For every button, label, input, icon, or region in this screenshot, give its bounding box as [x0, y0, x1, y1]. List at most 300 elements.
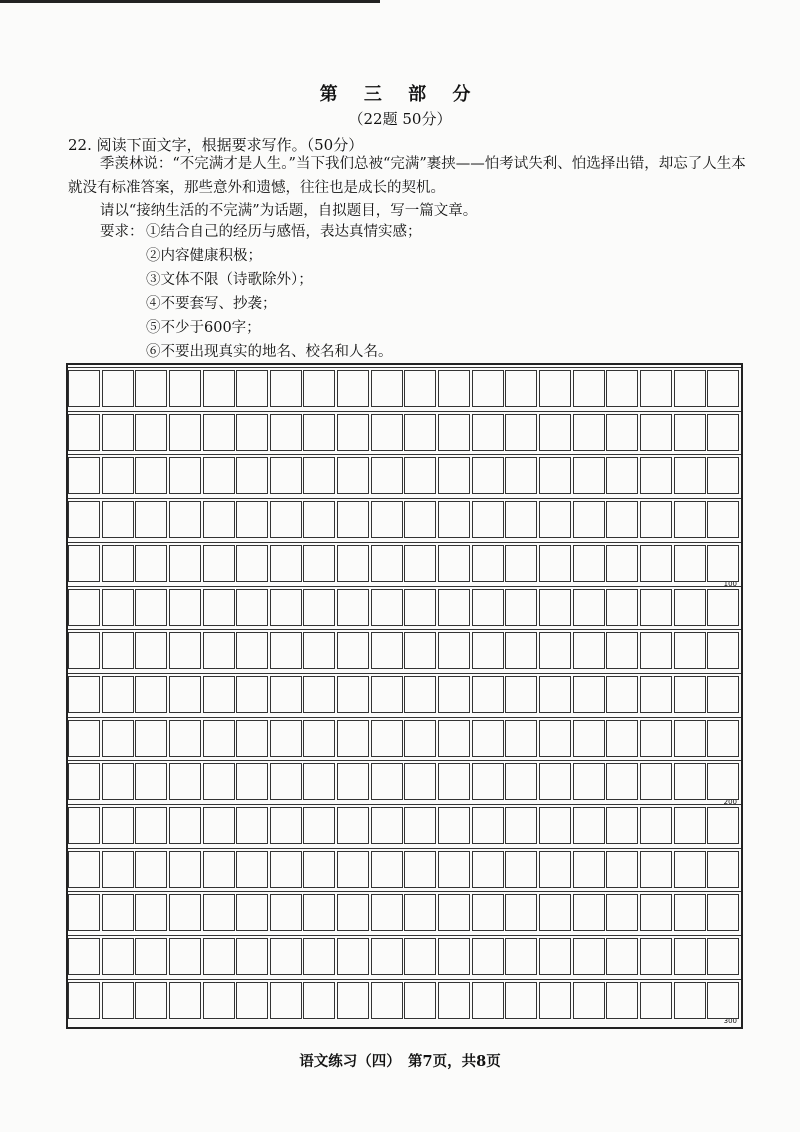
grid-cell[interactable]: [203, 982, 235, 1019]
grid-cell[interactable]: [640, 807, 672, 844]
grid-cell[interactable]: [337, 720, 369, 757]
grid-cell[interactable]: [135, 457, 167, 494]
grid-cell[interactable]: [539, 982, 571, 1019]
grid-cell[interactable]: [539, 938, 571, 975]
grid-cell[interactable]: [135, 501, 167, 538]
grid-cell[interactable]: [438, 807, 470, 844]
grid-cell[interactable]: [438, 632, 470, 669]
grid-cell[interactable]: [707, 501, 739, 538]
grid-cell[interactable]: [606, 720, 638, 757]
grid-cell[interactable]: [102, 457, 134, 494]
grid-cell[interactable]: [539, 632, 571, 669]
grid-cell[interactable]: [169, 763, 201, 800]
grid-cell[interactable]: [135, 676, 167, 713]
grid-cell[interactable]: [169, 457, 201, 494]
grid-cell[interactable]: [573, 501, 605, 538]
grid-cell[interactable]: [707, 982, 739, 1019]
grid-cell[interactable]: [472, 676, 504, 713]
grid-cell[interactable]: [404, 763, 436, 800]
grid-cell[interactable]: [68, 894, 100, 931]
grid-cell[interactable]: [102, 807, 134, 844]
grid-cell[interactable]: [169, 938, 201, 975]
grid-cell[interactable]: [640, 457, 672, 494]
grid-cell[interactable]: [337, 457, 369, 494]
grid-cell[interactable]: [203, 414, 235, 451]
grid-cell[interactable]: [270, 370, 302, 407]
grid-cell[interactable]: [539, 763, 571, 800]
grid-cell[interactable]: [203, 763, 235, 800]
grid-cell[interactable]: [640, 545, 672, 582]
grid-cell[interactable]: [203, 501, 235, 538]
grid-cell[interactable]: [203, 676, 235, 713]
grid-cell[interactable]: [404, 501, 436, 538]
grid-cell[interactable]: [674, 414, 706, 451]
grid-cell[interactable]: [404, 676, 436, 713]
grid-cell[interactable]: [68, 370, 100, 407]
grid-cell[interactable]: [270, 938, 302, 975]
grid-cell[interactable]: [438, 851, 470, 888]
grid-cell[interactable]: [606, 545, 638, 582]
grid-cell[interactable]: [674, 589, 706, 626]
grid-cell[interactable]: [236, 501, 268, 538]
grid-cell[interactable]: [337, 894, 369, 931]
grid-cell[interactable]: [236, 589, 268, 626]
grid-cell[interactable]: [505, 501, 537, 538]
grid-cell[interactable]: [270, 720, 302, 757]
grid-cell[interactable]: [169, 807, 201, 844]
grid-cell[interactable]: [404, 414, 436, 451]
grid-cell[interactable]: [505, 676, 537, 713]
grid-cell[interactable]: [270, 501, 302, 538]
grid-cell[interactable]: [68, 632, 100, 669]
grid-cell[interactable]: [135, 851, 167, 888]
grid-cell[interactable]: [68, 676, 100, 713]
grid-cell[interactable]: [640, 763, 672, 800]
grid-cell[interactable]: [404, 545, 436, 582]
grid-cell[interactable]: [707, 894, 739, 931]
grid-cell[interactable]: [371, 938, 403, 975]
grid-cell[interactable]: [203, 589, 235, 626]
grid-cell[interactable]: [68, 982, 100, 1019]
grid-cell[interactable]: [371, 982, 403, 1019]
grid-cell[interactable]: [169, 414, 201, 451]
grid-cell[interactable]: [303, 676, 335, 713]
grid-cell[interactable]: [472, 589, 504, 626]
grid-cell[interactable]: [674, 632, 706, 669]
grid-cell[interactable]: [270, 676, 302, 713]
grid-cell[interactable]: [505, 894, 537, 931]
grid-cell[interactable]: [68, 763, 100, 800]
grid-cell[interactable]: [236, 370, 268, 407]
grid-cell[interactable]: [640, 676, 672, 713]
grid-cell[interactable]: [270, 457, 302, 494]
grid-cell[interactable]: [640, 938, 672, 975]
grid-cell[interactable]: [236, 894, 268, 931]
grid-cell[interactable]: [371, 720, 403, 757]
grid-cell[interactable]: [169, 982, 201, 1019]
grid-cell[interactable]: [270, 982, 302, 1019]
grid-cell[interactable]: [438, 545, 470, 582]
grid-cell[interactable]: [203, 894, 235, 931]
grid-cell[interactable]: [337, 763, 369, 800]
grid-cell[interactable]: [707, 851, 739, 888]
grid-cell[interactable]: [102, 676, 134, 713]
grid-cell[interactable]: [102, 720, 134, 757]
grid-cell[interactable]: [404, 457, 436, 494]
grid-cell[interactable]: [707, 676, 739, 713]
grid-cell[interactable]: [640, 589, 672, 626]
grid-cell[interactable]: [236, 414, 268, 451]
grid-cell[interactable]: [203, 545, 235, 582]
grid-cell[interactable]: [303, 457, 335, 494]
grid-cell[interactable]: [573, 632, 605, 669]
grid-cell[interactable]: [371, 632, 403, 669]
grid-cell[interactable]: [203, 720, 235, 757]
grid-cell[interactable]: [270, 414, 302, 451]
grid-cell[interactable]: [102, 938, 134, 975]
grid-cell[interactable]: [472, 545, 504, 582]
grid-cell[interactable]: [674, 457, 706, 494]
grid-cell[interactable]: [539, 676, 571, 713]
grid-cell[interactable]: [371, 545, 403, 582]
grid-cell[interactable]: [606, 938, 638, 975]
grid-cell[interactable]: [640, 720, 672, 757]
grid-cell[interactable]: [236, 851, 268, 888]
grid-cell[interactable]: [303, 720, 335, 757]
grid-cell[interactable]: [640, 982, 672, 1019]
grid-cell[interactable]: [404, 851, 436, 888]
grid-cell[interactable]: [337, 676, 369, 713]
grid-cell[interactable]: [371, 807, 403, 844]
grid-cell[interactable]: [102, 982, 134, 1019]
grid-cell[interactable]: [438, 370, 470, 407]
grid-cell[interactable]: [68, 938, 100, 975]
grid-cell[interactable]: [606, 807, 638, 844]
grid-cell[interactable]: [135, 807, 167, 844]
grid-cell[interactable]: [438, 676, 470, 713]
grid-cell[interactable]: [169, 894, 201, 931]
grid-cell[interactable]: [573, 414, 605, 451]
grid-cell[interactable]: [438, 414, 470, 451]
grid-cell[interactable]: [236, 807, 268, 844]
grid-cell[interactable]: [404, 589, 436, 626]
grid-cell[interactable]: [505, 938, 537, 975]
grid-cell[interactable]: [68, 720, 100, 757]
grid-cell[interactable]: [102, 545, 134, 582]
grid-cell[interactable]: [236, 676, 268, 713]
grid-cell[interactable]: [303, 589, 335, 626]
grid-cell[interactable]: [539, 807, 571, 844]
grid-cell[interactable]: [472, 894, 504, 931]
grid-cell[interactable]: [337, 807, 369, 844]
grid-cell[interactable]: [606, 676, 638, 713]
grid-cell[interactable]: [203, 807, 235, 844]
grid-cell[interactable]: [573, 545, 605, 582]
grid-cell[interactable]: [606, 501, 638, 538]
grid-cell[interactable]: [102, 894, 134, 931]
grid-cell[interactable]: [303, 938, 335, 975]
grid-cell[interactable]: [674, 501, 706, 538]
grid-cell[interactable]: [472, 982, 504, 1019]
grid-cell[interactable]: [303, 632, 335, 669]
grid-cell[interactable]: [606, 894, 638, 931]
grid-cell[interactable]: [438, 501, 470, 538]
grid-cell[interactable]: [674, 545, 706, 582]
grid-cell[interactable]: [472, 851, 504, 888]
grid-cell[interactable]: [236, 763, 268, 800]
grid-cell[interactable]: [236, 632, 268, 669]
grid-cell[interactable]: [102, 851, 134, 888]
grid-cell[interactable]: [102, 763, 134, 800]
grid-cell[interactable]: [270, 589, 302, 626]
grid-cell[interactable]: [404, 982, 436, 1019]
grid-cell[interactable]: [573, 763, 605, 800]
grid-cell[interactable]: [371, 851, 403, 888]
grid-cell[interactable]: [169, 851, 201, 888]
grid-cell[interactable]: [135, 982, 167, 1019]
grid-cell[interactable]: [169, 501, 201, 538]
grid-cell[interactable]: [505, 545, 537, 582]
grid-cell[interactable]: [68, 807, 100, 844]
grid-cell[interactable]: [438, 589, 470, 626]
grid-cell[interactable]: [68, 545, 100, 582]
grid-cell[interactable]: [135, 894, 167, 931]
grid-cell[interactable]: [472, 370, 504, 407]
grid-cell[interactable]: [438, 763, 470, 800]
grid-cell[interactable]: [573, 720, 605, 757]
grid-cell[interactable]: [303, 370, 335, 407]
grid-cell[interactable]: [303, 414, 335, 451]
grid-cell[interactable]: [371, 763, 403, 800]
grid-cell[interactable]: [404, 894, 436, 931]
grid-cell[interactable]: [707, 545, 739, 582]
grid-cell[interactable]: [404, 370, 436, 407]
grid-cell[interactable]: [573, 982, 605, 1019]
grid-cell[interactable]: [135, 938, 167, 975]
grid-cell[interactable]: [135, 370, 167, 407]
grid-cell[interactable]: [640, 894, 672, 931]
grid-cell[interactable]: [438, 457, 470, 494]
grid-cell[interactable]: [573, 894, 605, 931]
grid-cell[interactable]: [337, 501, 369, 538]
grid-cell[interactable]: [135, 720, 167, 757]
grid-cell[interactable]: [505, 807, 537, 844]
grid-cell[interactable]: [707, 414, 739, 451]
grid-cell[interactable]: [640, 370, 672, 407]
grid-cell[interactable]: [337, 982, 369, 1019]
grid-cell[interactable]: [303, 851, 335, 888]
grid-cell[interactable]: [573, 938, 605, 975]
grid-cell[interactable]: [438, 938, 470, 975]
grid-cell[interactable]: [539, 457, 571, 494]
grid-cell[interactable]: [135, 763, 167, 800]
grid-cell[interactable]: [674, 851, 706, 888]
grid-cell[interactable]: [539, 370, 571, 407]
grid-cell[interactable]: [371, 414, 403, 451]
grid-cell[interactable]: [573, 851, 605, 888]
grid-cell[interactable]: [707, 938, 739, 975]
grid-cell[interactable]: [539, 545, 571, 582]
grid-cell[interactable]: [472, 720, 504, 757]
grid-cell[interactable]: [68, 501, 100, 538]
grid-cell[interactable]: [337, 589, 369, 626]
grid-cell[interactable]: [303, 894, 335, 931]
grid-cell[interactable]: [505, 457, 537, 494]
grid-cell[interactable]: [505, 851, 537, 888]
grid-cell[interactable]: [270, 851, 302, 888]
grid-cell[interactable]: [505, 720, 537, 757]
grid-cell[interactable]: [270, 763, 302, 800]
grid-cell[interactable]: [472, 763, 504, 800]
grid-cell[interactable]: [707, 370, 739, 407]
grid-cell[interactable]: [371, 589, 403, 626]
grid-cell[interactable]: [505, 589, 537, 626]
grid-cell[interactable]: [640, 851, 672, 888]
grid-cell[interactable]: [337, 370, 369, 407]
grid-cell[interactable]: [472, 807, 504, 844]
grid-cell[interactable]: [505, 763, 537, 800]
grid-cell[interactable]: [606, 763, 638, 800]
grid-cell[interactable]: [573, 370, 605, 407]
grid-cell[interactable]: [236, 457, 268, 494]
grid-cell[interactable]: [169, 370, 201, 407]
grid-cell[interactable]: [371, 457, 403, 494]
grid-cell[interactable]: [270, 632, 302, 669]
grid-cell[interactable]: [337, 414, 369, 451]
grid-cell[interactable]: [438, 982, 470, 1019]
grid-cell[interactable]: [169, 720, 201, 757]
grid-cell[interactable]: [203, 370, 235, 407]
grid-cell[interactable]: [539, 720, 571, 757]
grid-cell[interactable]: [707, 763, 739, 800]
grid-cell[interactable]: [236, 982, 268, 1019]
grid-cell[interactable]: [472, 501, 504, 538]
grid-cell[interactable]: [337, 632, 369, 669]
grid-cell[interactable]: [640, 632, 672, 669]
grid-cell[interactable]: [236, 545, 268, 582]
grid-cell[interactable]: [505, 414, 537, 451]
grid-cell[interactable]: [102, 370, 134, 407]
grid-cell[interactable]: [68, 457, 100, 494]
grid-cell[interactable]: [539, 589, 571, 626]
grid-cell[interactable]: [539, 894, 571, 931]
grid-cell[interactable]: [303, 545, 335, 582]
grid-cell[interactable]: [303, 763, 335, 800]
grid-cell[interactable]: [707, 589, 739, 626]
grid-cell[interactable]: [68, 851, 100, 888]
grid-cell[interactable]: [573, 676, 605, 713]
grid-cell[interactable]: [270, 807, 302, 844]
grid-cell[interactable]: [135, 632, 167, 669]
grid-cell[interactable]: [102, 414, 134, 451]
grid-cell[interactable]: [169, 545, 201, 582]
grid-cell[interactable]: [606, 851, 638, 888]
grid-cell[interactable]: [270, 894, 302, 931]
grid-cell[interactable]: [169, 632, 201, 669]
grid-cell[interactable]: [707, 807, 739, 844]
grid-cell[interactable]: [674, 982, 706, 1019]
grid-cell[interactable]: [371, 676, 403, 713]
grid-cell[interactable]: [236, 938, 268, 975]
grid-cell[interactable]: [404, 938, 436, 975]
grid-cell[interactable]: [135, 545, 167, 582]
grid-cell[interactable]: [337, 938, 369, 975]
grid-cell[interactable]: [606, 457, 638, 494]
grid-cell[interactable]: [707, 720, 739, 757]
grid-cell[interactable]: [270, 545, 302, 582]
grid-cell[interactable]: [68, 414, 100, 451]
grid-cell[interactable]: [102, 501, 134, 538]
grid-cell[interactable]: [606, 589, 638, 626]
grid-cell[interactable]: [135, 414, 167, 451]
grid-cell[interactable]: [203, 938, 235, 975]
grid-cell[interactable]: [169, 589, 201, 626]
grid-cell[interactable]: [640, 501, 672, 538]
grid-cell[interactable]: [505, 370, 537, 407]
grid-cell[interactable]: [371, 894, 403, 931]
grid-cell[interactable]: [404, 807, 436, 844]
grid-cell[interactable]: [472, 457, 504, 494]
grid-cell[interactable]: [707, 632, 739, 669]
grid-cell[interactable]: [102, 589, 134, 626]
grid-cell[interactable]: [404, 720, 436, 757]
grid-cell[interactable]: [303, 807, 335, 844]
grid-cell[interactable]: [573, 589, 605, 626]
grid-cell[interactable]: [135, 589, 167, 626]
grid-cell[interactable]: [303, 982, 335, 1019]
grid-cell[interactable]: [102, 632, 134, 669]
grid-cell[interactable]: [606, 632, 638, 669]
grid-cell[interactable]: [606, 982, 638, 1019]
grid-cell[interactable]: [539, 851, 571, 888]
grid-cell[interactable]: [303, 501, 335, 538]
grid-cell[interactable]: [505, 632, 537, 669]
grid-cell[interactable]: [472, 414, 504, 451]
grid-cell[interactable]: [203, 851, 235, 888]
grid-cell[interactable]: [337, 545, 369, 582]
grid-cell[interactable]: [674, 807, 706, 844]
grid-cell[interactable]: [539, 501, 571, 538]
grid-cell[interactable]: [438, 894, 470, 931]
grid-cell[interactable]: [438, 720, 470, 757]
grid-cell[interactable]: [707, 457, 739, 494]
grid-cell[interactable]: [505, 982, 537, 1019]
grid-cell[interactable]: [203, 457, 235, 494]
grid-cell[interactable]: [169, 676, 201, 713]
grid-cell[interactable]: [573, 807, 605, 844]
grid-cell[interactable]: [68, 589, 100, 626]
grid-cell[interactable]: [640, 414, 672, 451]
grid-cell[interactable]: [539, 414, 571, 451]
grid-cell[interactable]: [674, 894, 706, 931]
grid-cell[interactable]: [674, 938, 706, 975]
grid-cell[interactable]: [203, 632, 235, 669]
grid-cell[interactable]: [472, 938, 504, 975]
grid-cell[interactable]: [573, 457, 605, 494]
grid-cell[interactable]: [371, 501, 403, 538]
grid-cell[interactable]: [674, 720, 706, 757]
grid-cell[interactable]: [674, 676, 706, 713]
grid-cell[interactable]: [337, 851, 369, 888]
grid-cell[interactable]: [236, 720, 268, 757]
grid-cell[interactable]: [674, 370, 706, 407]
grid-cell[interactable]: [606, 414, 638, 451]
grid-cell[interactable]: [404, 632, 436, 669]
grid-cell[interactable]: [472, 632, 504, 669]
grid-cell[interactable]: [674, 763, 706, 800]
grid-cell[interactable]: [371, 370, 403, 407]
grid-cell[interactable]: [606, 370, 638, 407]
